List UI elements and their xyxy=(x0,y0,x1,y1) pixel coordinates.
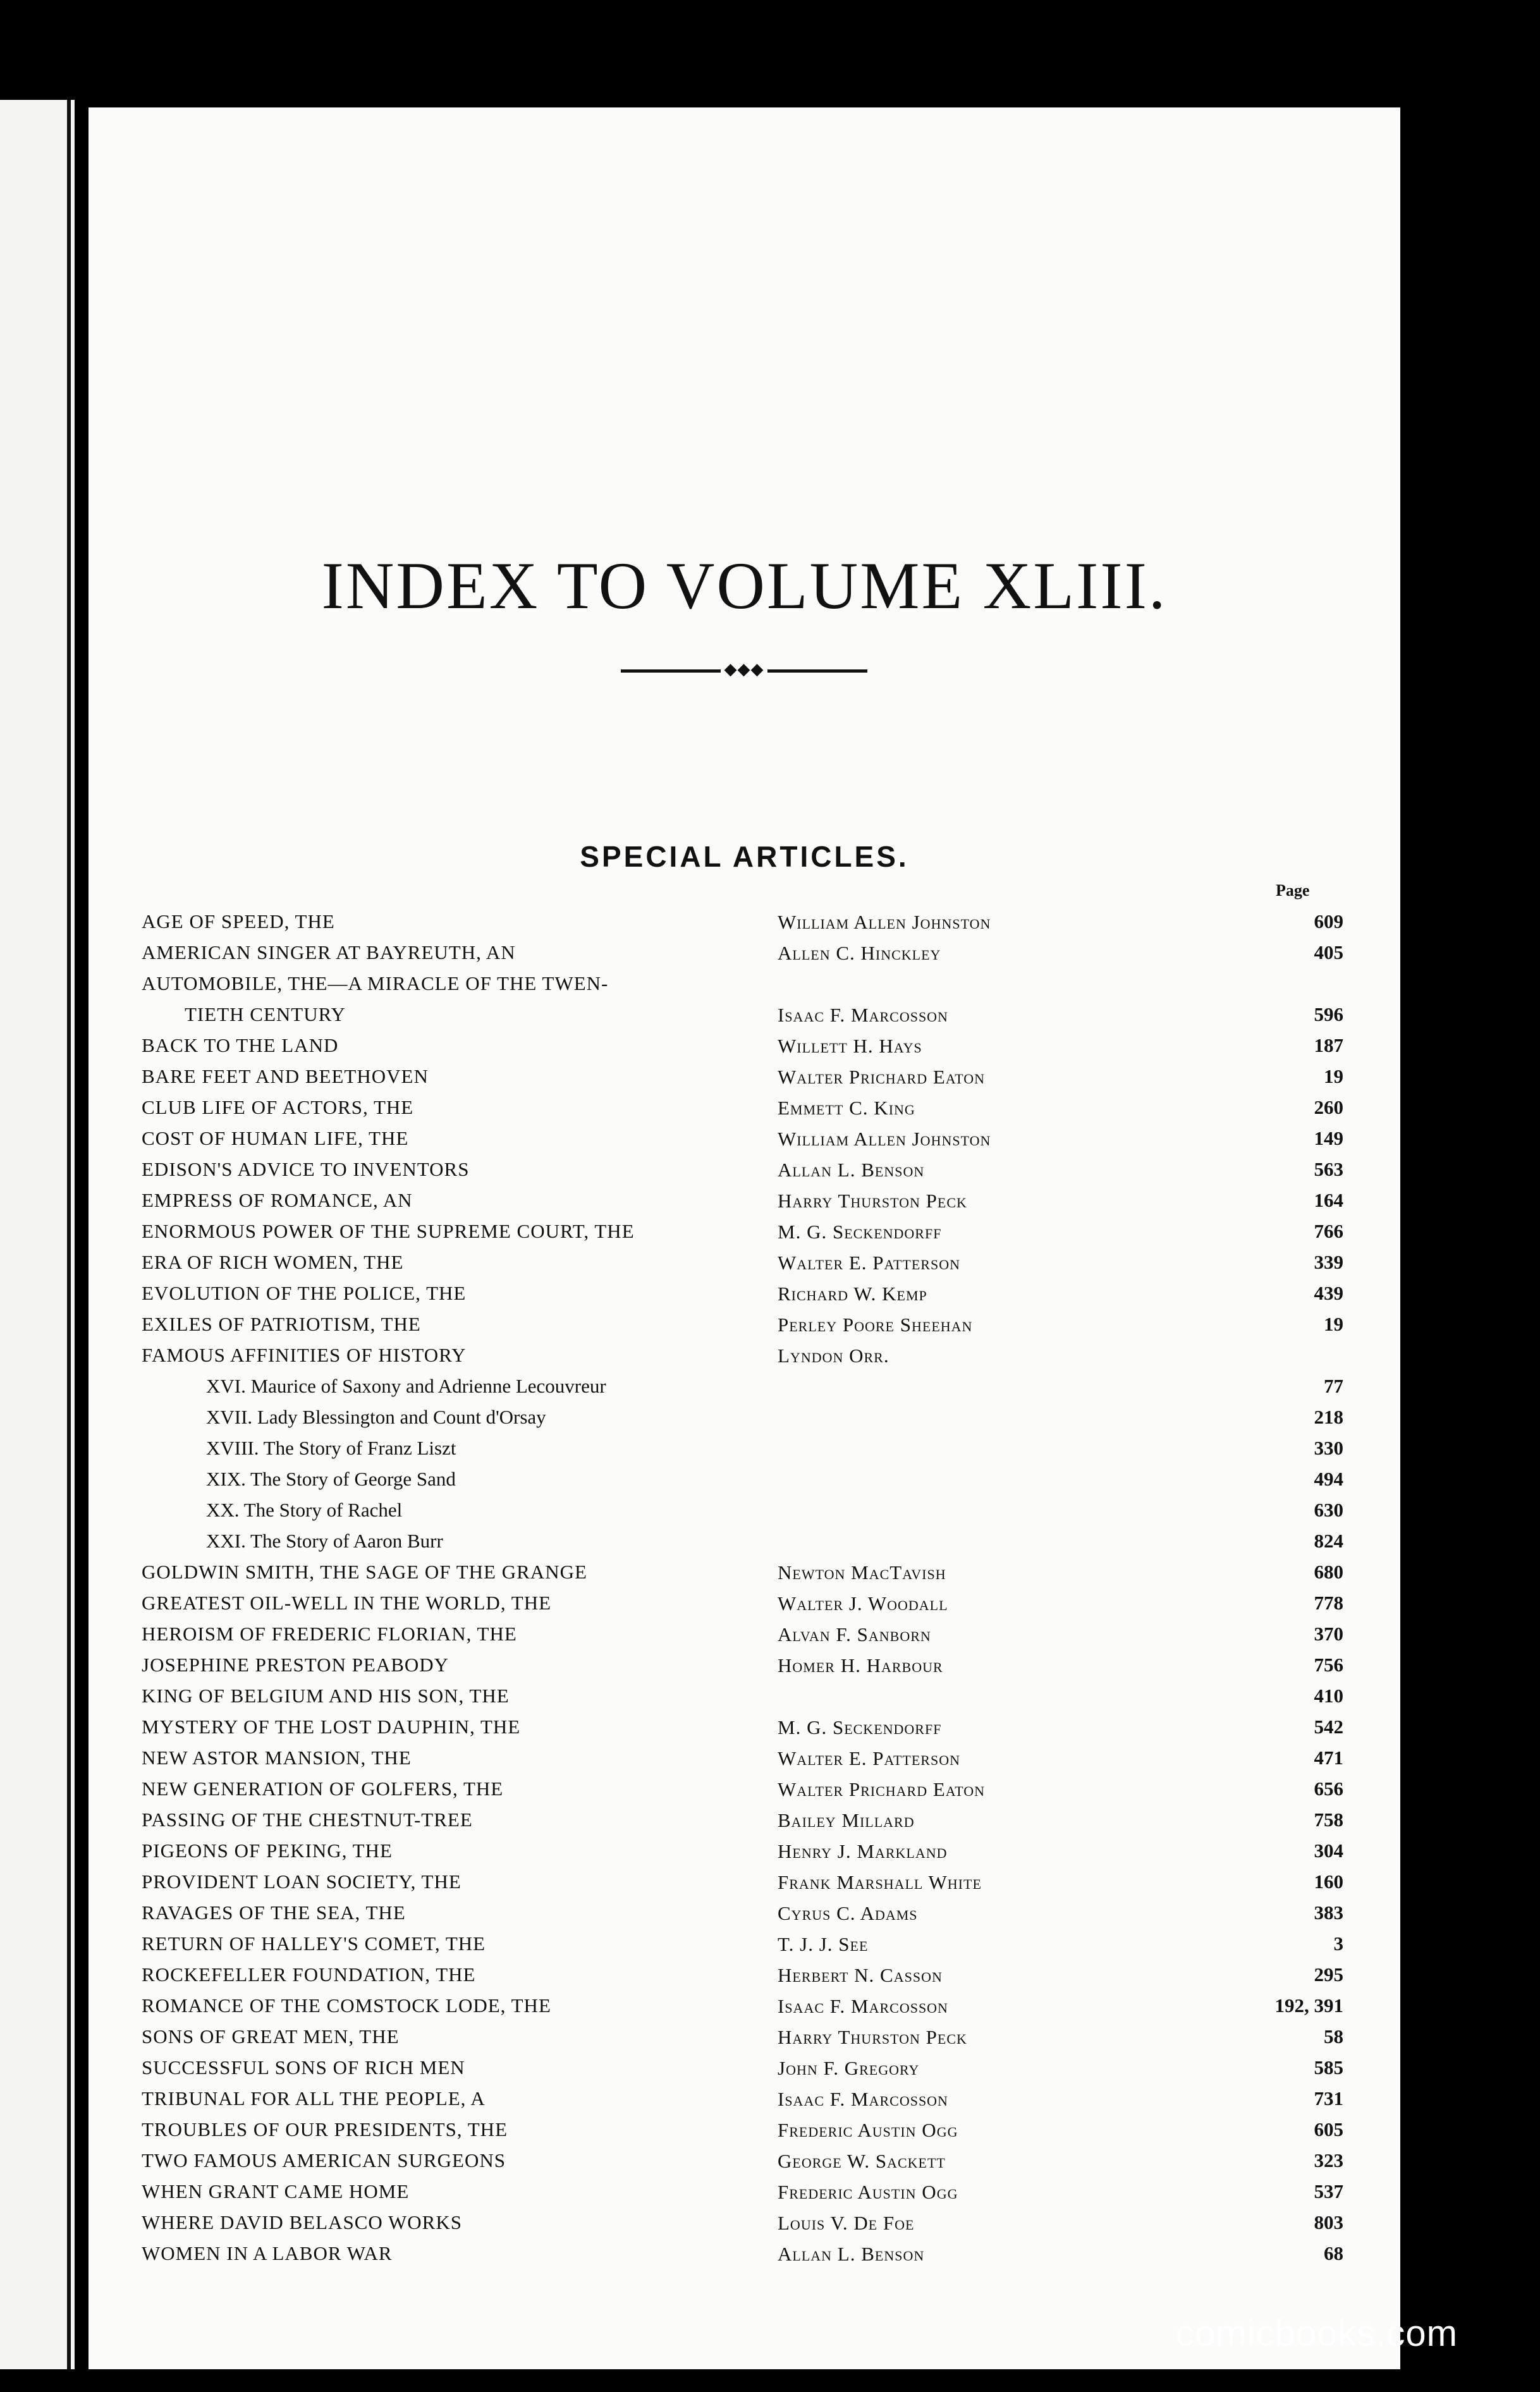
index-entry xyxy=(89,2237,1400,2268)
entry-author: Homer H. Harbour xyxy=(778,1654,943,1676)
entry-page-number: 160 xyxy=(1314,1870,1343,1893)
index-entry xyxy=(89,1401,1400,1432)
entry-page-number: 405 xyxy=(1314,941,1343,963)
ornament-diamonds: ◆◆◆ xyxy=(724,660,764,678)
entry-author: William Allen Johnston xyxy=(778,911,991,933)
entry-title: EXILES OF PATRIOTISM, THE xyxy=(142,1313,421,1335)
index-entry xyxy=(89,905,1400,936)
entry-author: Bailey Millard xyxy=(778,1809,915,1831)
entry-page-number: 609 xyxy=(1314,910,1343,932)
entry-title: XXI. The Story of Aaron Burr xyxy=(206,1530,443,1552)
index-entry xyxy=(89,1029,1400,1060)
entry-author: Isaac F. Marcosson xyxy=(778,1004,948,1026)
entry-page-number: 596 xyxy=(1314,1003,1343,1025)
section-heading: SPECIAL ARTICLES. xyxy=(580,840,909,873)
entry-author: T. J. J. See xyxy=(778,1933,869,1955)
title-ornament xyxy=(621,660,867,678)
index-page xyxy=(89,107,1400,2369)
entry-title: TWO FAMOUS AMERICAN SURGEONS xyxy=(142,2149,506,2171)
entry-author: Allan L. Benson xyxy=(778,1159,925,1181)
entry-page-number: 630 xyxy=(1314,1499,1343,1521)
previous-page-edge xyxy=(0,100,75,2369)
entry-title: CLUB LIFE OF ACTORS, THE xyxy=(142,1096,414,1118)
entry-title: ERA OF RICH WOMEN, THE xyxy=(142,1251,404,1273)
entry-author: Allen C. Hinckley xyxy=(778,942,941,964)
page-column-header: Page xyxy=(1276,881,1310,900)
entry-page-number: 766 xyxy=(1314,1220,1343,1242)
entry-title: RETURN OF HALLEY'S COMET, THE xyxy=(142,1932,486,1955)
ornament-rule-left xyxy=(621,669,721,673)
ornament-rule-right xyxy=(767,669,867,673)
entry-page-number: 756 xyxy=(1314,1654,1343,1676)
entry-title: TRIBUNAL FOR ALL THE PEOPLE, A xyxy=(142,2087,486,2109)
index-entry xyxy=(89,1339,1400,1370)
entry-title: XVIII. The Story of Franz Liszt xyxy=(206,1437,456,1459)
index-entry xyxy=(89,1618,1400,1649)
entry-page-number: 339 xyxy=(1314,1251,1343,1273)
entry-author: John F. Gregory xyxy=(778,2057,920,2079)
entry-title: JOSEPHINE PRESTON PEABODY xyxy=(142,1654,449,1676)
entry-page-number: 778 xyxy=(1314,1592,1343,1614)
entry-author: Isaac F. Marcosson xyxy=(778,1995,948,2017)
entry-title: AMERICAN SINGER AT BAYREUTH, AN xyxy=(142,941,516,963)
entry-title: BACK TO THE LAND xyxy=(142,1034,339,1056)
entry-page-number: 656 xyxy=(1314,1778,1343,1800)
index-entry xyxy=(89,1277,1400,1308)
entry-title: AUTOMOBILE, THE—A MIRACLE OF THE TWEN- xyxy=(142,972,609,994)
scan-bottom-edge xyxy=(0,2369,1540,2392)
entry-page-number: 19 xyxy=(1324,1065,1343,1087)
entry-title: MYSTERY OF THE LOST DAUPHIN, THE xyxy=(142,1716,521,1738)
entry-title: GOLDWIN SMITH, THE SAGE OF THE GRANGE xyxy=(142,1561,587,1583)
entry-author: Walter E. Patterson xyxy=(778,1747,960,1769)
entry-title: PASSING OF THE CHESTNUT-TREE xyxy=(142,1809,473,1831)
index-entry xyxy=(89,998,1400,1029)
entry-page-number: 731 xyxy=(1314,2087,1343,2109)
entry-title: WOMEN IN A LABOR WAR xyxy=(142,2242,393,2264)
entry-page-number: 537 xyxy=(1314,2180,1343,2202)
index-entry xyxy=(89,1525,1400,1556)
entry-title: FAMOUS AFFINITIES OF HISTORY xyxy=(142,1344,467,1366)
index-entry xyxy=(89,2206,1400,2237)
entry-page-number: 304 xyxy=(1314,1840,1343,1862)
entry-title: SUCCESSFUL SONS OF RICH MEN xyxy=(142,2056,465,2078)
index-entry xyxy=(89,1927,1400,1958)
entry-page-number: 542 xyxy=(1314,1716,1343,1738)
entry-title: AGE OF SPEED, THE xyxy=(142,910,335,932)
index-entry xyxy=(89,2082,1400,2113)
entry-page-number: 471 xyxy=(1314,1747,1343,1769)
entry-title: ENORMOUS POWER OF THE SUPREME COURT, THE xyxy=(142,1220,635,1242)
entry-page-number: 585 xyxy=(1314,2056,1343,2078)
entry-page-number: 758 xyxy=(1314,1809,1343,1831)
entry-page-number: 77 xyxy=(1324,1375,1343,1397)
index-entry xyxy=(89,1432,1400,1463)
entry-author: M. G. Seckendorff xyxy=(778,1221,942,1243)
entry-author: Frank Marshall White xyxy=(778,1871,982,1893)
index-entry xyxy=(89,1060,1400,1091)
index-entry xyxy=(89,2051,1400,2082)
index-entry xyxy=(89,1587,1400,1618)
entry-page-number: 323 xyxy=(1314,2149,1343,2171)
index-entry xyxy=(89,2175,1400,2206)
entry-author: Lyndon Orr. xyxy=(778,1345,889,1367)
entry-title: PROVIDENT LOAN SOCIETY, THE xyxy=(142,1870,461,1893)
entry-title: ROCKEFELLER FOUNDATION, THE xyxy=(142,1963,476,1986)
entry-page-number: 410 xyxy=(1314,1685,1343,1707)
index-entry xyxy=(89,1556,1400,1587)
entry-author: Alvan F. Sanborn xyxy=(778,1623,931,1645)
entry-page-number: 260 xyxy=(1314,1096,1343,1118)
entry-title: HEROISM OF FREDERIC FLORIAN, THE xyxy=(142,1623,517,1645)
index-entry xyxy=(89,1742,1400,1773)
entry-author: Frederic Austin Ogg xyxy=(778,2181,958,2203)
watermark: comicbooks.com xyxy=(1176,2313,1458,2354)
index-entry xyxy=(89,1711,1400,1742)
entry-author: Cyrus C. Adams xyxy=(778,1902,918,1924)
index-entry xyxy=(89,2144,1400,2175)
entry-author: M. G. Seckendorff xyxy=(778,1716,942,1738)
entry-page-number: 370 xyxy=(1314,1623,1343,1645)
entry-author: Walter Prichard Eaton xyxy=(778,1066,986,1088)
entry-author: Isaac F. Marcosson xyxy=(778,2088,948,2110)
entry-author: Allan L. Benson xyxy=(778,2243,925,2265)
entry-title: WHEN GRANT CAME HOME xyxy=(142,2180,410,2202)
index-entry xyxy=(89,1494,1400,1525)
index-entry xyxy=(89,1215,1400,1246)
entry-title: SONS OF GREAT MEN, THE xyxy=(142,2025,400,2047)
index-entry xyxy=(89,1649,1400,1680)
entry-title: PIGEONS OF PEKING, THE xyxy=(142,1840,393,1862)
entry-title: NEW GENERATION OF GOLFERS, THE xyxy=(142,1778,504,1800)
entry-author: Louis V. De Foe xyxy=(778,2212,915,2234)
index-entry xyxy=(89,1184,1400,1215)
entry-title: EVOLUTION OF THE POLICE, THE xyxy=(142,1282,467,1304)
entry-title: NEW ASTOR MANSION, THE xyxy=(142,1747,412,1769)
index-entry xyxy=(89,2113,1400,2144)
entry-author: Herbert N. Casson xyxy=(778,1964,943,1986)
entry-page-number: 494 xyxy=(1314,1468,1343,1490)
index-entry xyxy=(89,1834,1400,1865)
entry-page-number: 605 xyxy=(1314,2118,1343,2140)
entry-page-number: 218 xyxy=(1314,1406,1343,1428)
entry-page-number: 164 xyxy=(1314,1189,1343,1211)
entry-author: Walter E. Patterson xyxy=(778,1252,960,1274)
entry-author: Harry Thurston Peck xyxy=(778,1190,967,1212)
entry-author: Henry J. Markland xyxy=(778,1840,948,1862)
index-entry xyxy=(89,1370,1400,1401)
entry-title: GREATEST OIL-WELL IN THE WORLD, THE xyxy=(142,1592,552,1614)
entry-author: Walter Prichard Eaton xyxy=(778,1778,986,1800)
entry-page-number: 680 xyxy=(1314,1561,1343,1583)
entry-title: ROMANCE OF THE COMSTOCK LODE, THE xyxy=(142,1994,551,2017)
entry-page-number: 439 xyxy=(1314,1282,1343,1304)
entry-page-number: 149 xyxy=(1314,1127,1343,1149)
entry-page-number: 330 xyxy=(1314,1437,1343,1459)
index-entry xyxy=(89,967,1400,998)
index-entry xyxy=(89,1865,1400,1896)
entry-page-number: 19 xyxy=(1324,1313,1343,1335)
entry-title: WHERE DAVID BELASCO WORKS xyxy=(142,2211,462,2233)
index-entry xyxy=(89,1463,1400,1494)
index-entry xyxy=(89,1803,1400,1834)
index-entry xyxy=(89,1091,1400,1122)
entry-title: RAVAGES OF THE SEA, THE xyxy=(142,1901,406,1924)
entry-title: EDISON'S ADVICE TO INVENTORS xyxy=(142,1158,470,1180)
index-entry xyxy=(89,1896,1400,1927)
index-entry xyxy=(89,1308,1400,1339)
entry-title: TROUBLES OF OUR PRESIDENTS, THE xyxy=(142,2118,508,2140)
index-entry xyxy=(89,936,1400,967)
entry-page-number: 824 xyxy=(1314,1530,1343,1552)
entry-title: XX. The Story of Rachel xyxy=(206,1499,403,1521)
entry-page-number: 563 xyxy=(1314,1158,1343,1180)
entry-title: KING OF BELGIUM AND HIS SON, THE xyxy=(142,1685,510,1707)
index-entry xyxy=(89,1680,1400,1711)
entry-author: George W. Sackett xyxy=(778,2150,946,2172)
entry-page-number: 58 xyxy=(1324,2025,1343,2047)
index-entry xyxy=(89,1246,1400,1277)
entry-page-number: 192, 391 xyxy=(1274,1994,1343,2017)
entry-author: Harry Thurston Peck xyxy=(778,2026,967,2048)
entry-title: TIETH CENTURY xyxy=(185,1003,346,1025)
entry-title: XVI. Maurice of Saxony and Adrienne Lecouvreur xyxy=(206,1375,606,1397)
index-entry xyxy=(89,1153,1400,1184)
index-entry xyxy=(89,1773,1400,1803)
index-entries-list xyxy=(89,905,1400,2268)
entry-author: Walter J. Woodall xyxy=(778,1592,948,1614)
index-entry xyxy=(89,1958,1400,1989)
entry-page-number: 803 xyxy=(1314,2211,1343,2233)
index-entry xyxy=(89,2020,1400,2051)
entry-title: EMPRESS OF ROMANCE, AN xyxy=(142,1189,413,1211)
index-entry xyxy=(89,1122,1400,1153)
entry-author: Perley Poore Sheehan xyxy=(778,1314,973,1336)
entry-author: William Allen Johnston xyxy=(778,1128,991,1150)
entry-title: BARE FEET AND BEETHOVEN xyxy=(142,1065,429,1087)
entry-title: XVII. Lady Blessington and Count d'Orsay xyxy=(206,1406,546,1428)
entry-author: Willett H. Hays xyxy=(778,1035,922,1057)
entry-page-number: 383 xyxy=(1314,1901,1343,1924)
entry-title: COST OF HUMAN LIFE, THE xyxy=(142,1127,409,1149)
entry-page-number: 68 xyxy=(1324,2242,1343,2264)
entry-page-number: 187 xyxy=(1314,1034,1343,1056)
entry-author: Newton MacTavish xyxy=(778,1561,946,1583)
entry-author: Richard W. Kemp xyxy=(778,1283,927,1305)
page-title: INDEX TO VOLUME XLIII. xyxy=(321,549,1168,623)
entry-page-number: 295 xyxy=(1314,1963,1343,1986)
entry-title: XIX. The Story of George Sand xyxy=(206,1468,456,1490)
entry-page-number: 3 xyxy=(1333,1932,1343,1955)
entry-author: Emmett C. King xyxy=(778,1097,915,1119)
entry-author: Frederic Austin Ogg xyxy=(778,2119,958,2141)
index-entry xyxy=(89,1989,1400,2020)
